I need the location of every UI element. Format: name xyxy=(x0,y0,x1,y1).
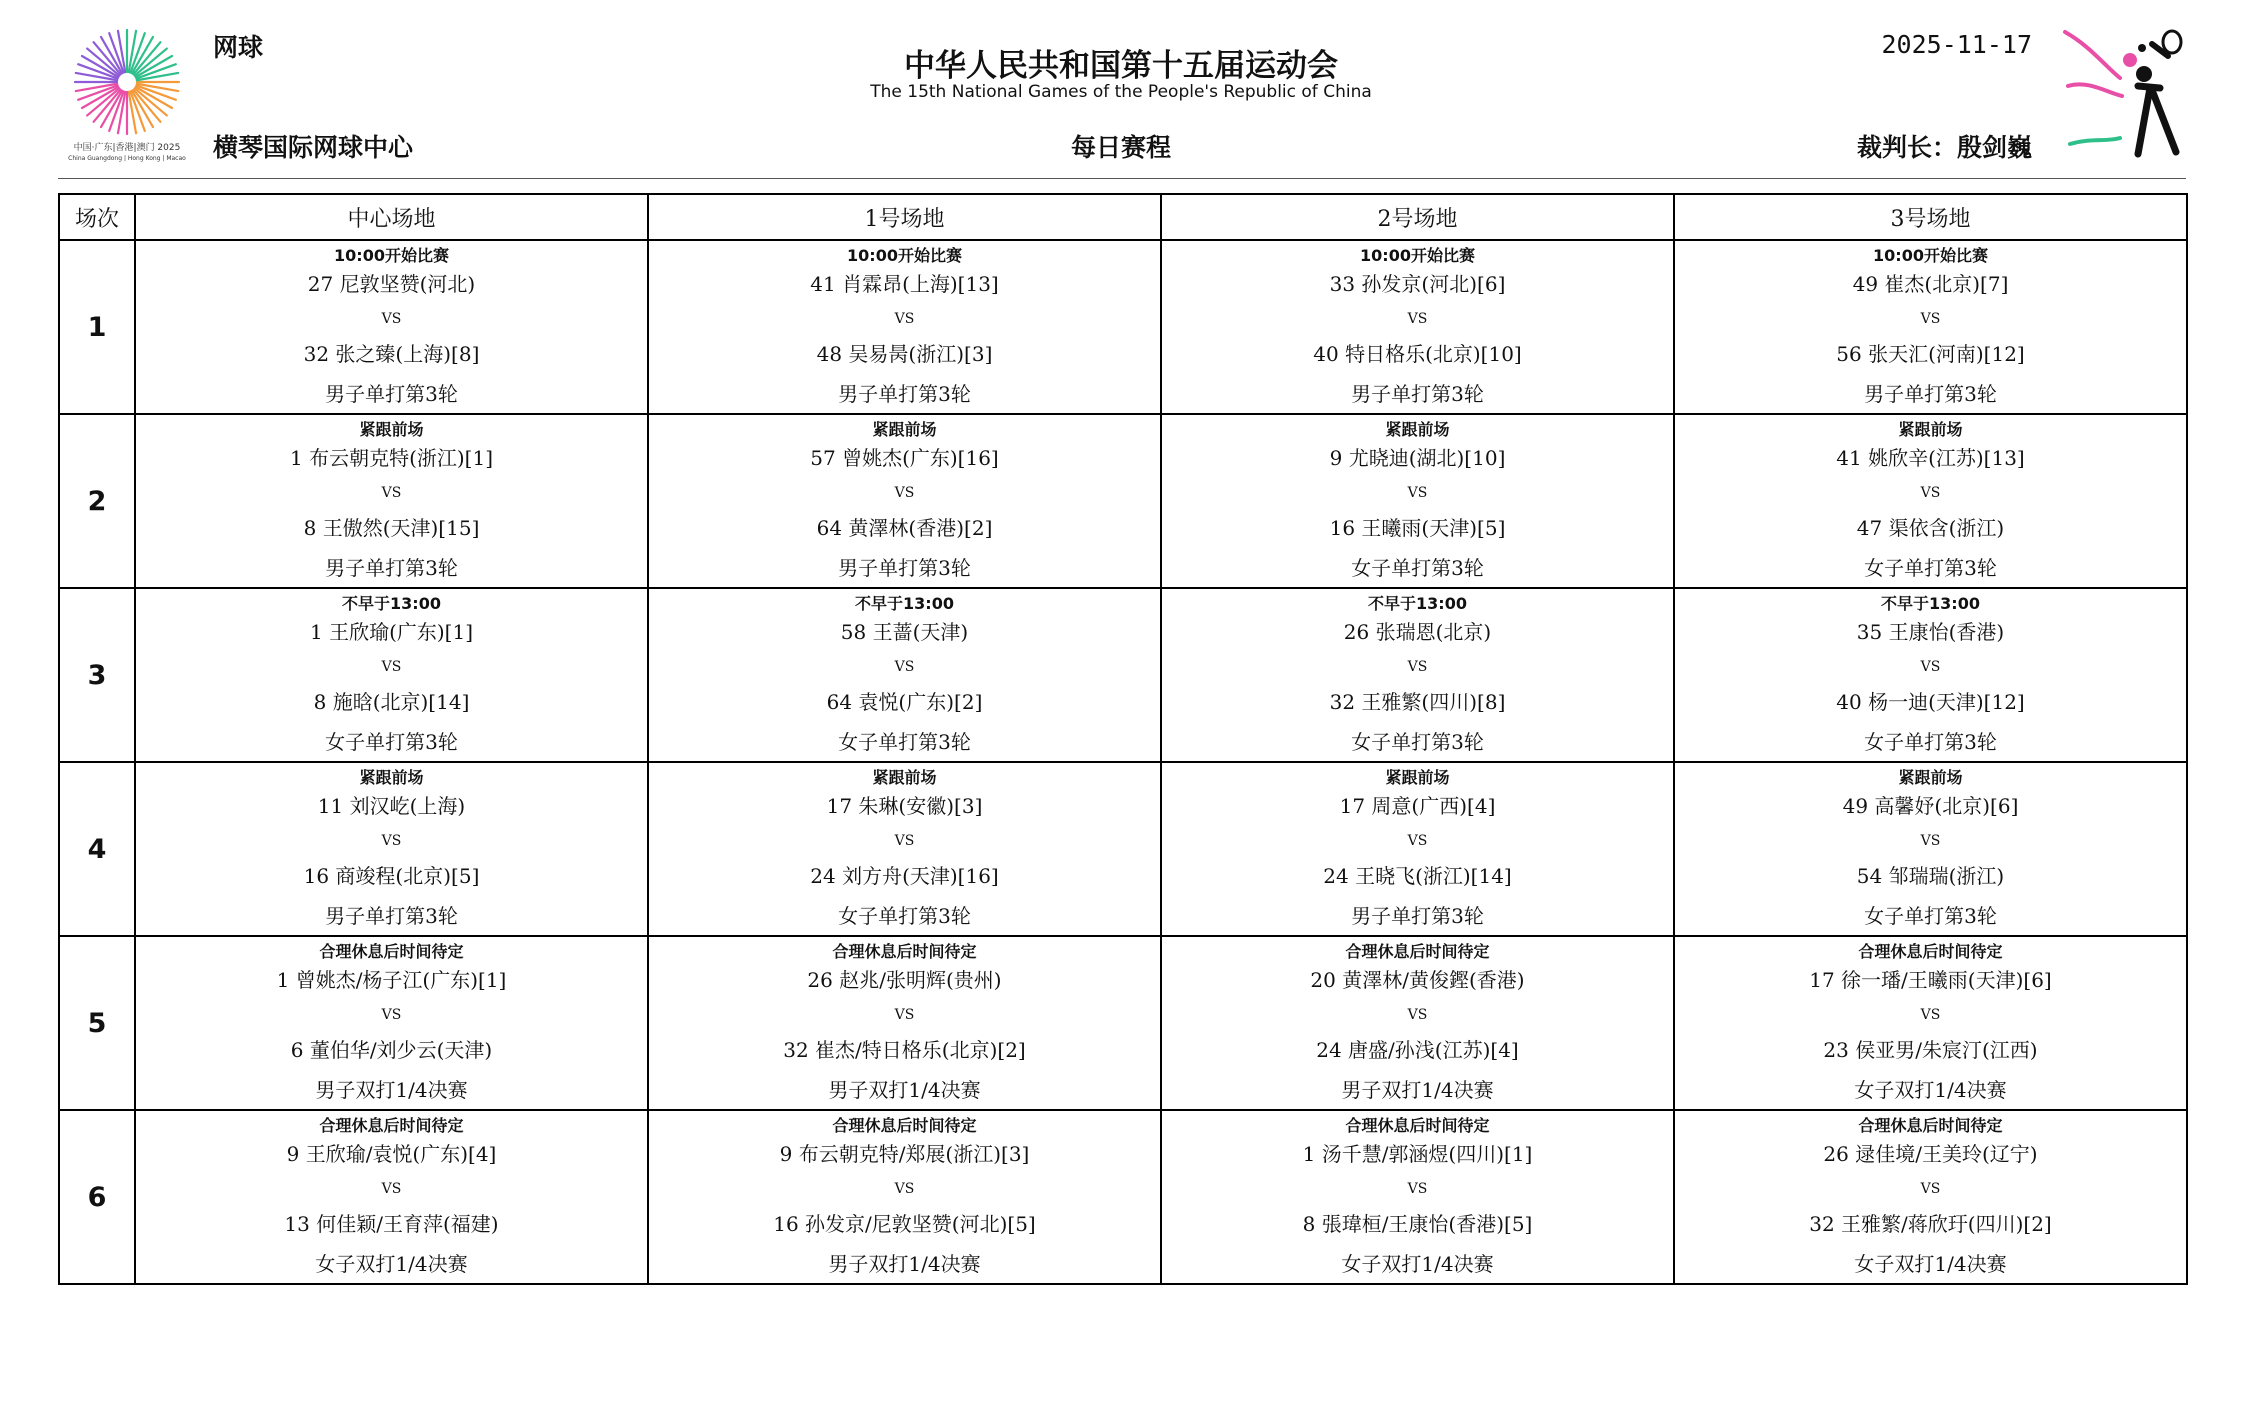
event-name: 女子单打第3轮 xyxy=(838,904,971,928)
player-two: 24 唐盛/孙浅(江苏)[4] xyxy=(1316,1038,1519,1062)
court-header-2: 2号场地 xyxy=(1161,194,1674,240)
event-name: 女子单打第3轮 xyxy=(1864,556,1997,580)
match-time: 10:00开始比赛 xyxy=(847,246,962,265)
versus-label: VS xyxy=(381,659,402,675)
schedule-title: 每日赛程 xyxy=(1070,133,1171,162)
match-time: 紧跟前场 xyxy=(872,768,937,787)
event-name: 男子单打第3轮 xyxy=(838,556,971,580)
event-name: 女子单打第3轮 xyxy=(1864,730,1997,754)
match-time: 紧跟前场 xyxy=(359,768,424,787)
versus-label: VS xyxy=(1407,311,1428,327)
match-cell xyxy=(135,414,648,588)
versus-label: VS xyxy=(1407,659,1428,675)
player-one: 58 王蔷(天津) xyxy=(840,620,969,644)
versus-label: VS xyxy=(381,311,402,327)
versus-label: VS xyxy=(381,1007,402,1023)
versus-label: VS xyxy=(894,311,915,327)
player-one: 57 曾姚杰(广东)[16] xyxy=(810,446,999,470)
versus-label: VS xyxy=(1920,833,1941,849)
event-name: 男子双打1/4决赛 xyxy=(1341,1078,1494,1102)
match-time: 紧跟前场 xyxy=(1385,768,1450,787)
player-one: 9 王欣瑜/袁悦(广东)[4] xyxy=(286,1142,497,1166)
versus-label: VS xyxy=(1407,1007,1428,1023)
player-one: 41 姚欣辛(江苏)[13] xyxy=(1836,446,2025,470)
match-cell xyxy=(1161,762,1674,936)
versus-label: VS xyxy=(1407,833,1428,849)
court-header-3: 3号场地 xyxy=(1674,194,2187,240)
player-two: 54 邹瑞瑞(浙江) xyxy=(1856,864,2005,888)
table-row xyxy=(59,762,2187,936)
match-cell xyxy=(648,240,1161,414)
round-number: 3 xyxy=(59,588,135,762)
player-two: 24 刘方舟(天津)[16] xyxy=(810,864,999,888)
versus-label: VS xyxy=(894,833,915,849)
match-cell xyxy=(1674,588,2187,762)
match-cell xyxy=(1161,588,1674,762)
event-name: 男子单打第3轮 xyxy=(1351,904,1484,928)
venue-name: 横琴国际网球中心 xyxy=(213,133,414,162)
schedule-date: 2025-11-17 xyxy=(1881,30,2032,59)
player-one: 9 布云朝克特/郑展(浙江)[3] xyxy=(779,1142,1030,1166)
player-two: 16 王曦雨(天津)[5] xyxy=(1329,516,1506,540)
event-name: 男子单打第3轮 xyxy=(325,382,458,406)
player-two: 48 吴易昺(浙江)[3] xyxy=(816,342,993,366)
match-time: 紧跟前场 xyxy=(1385,420,1450,439)
player-two: 56 张天汇(河南)[12] xyxy=(1836,342,2025,366)
player-two: 13 何佳颖/王育萍(福建) xyxy=(284,1212,499,1236)
match-time: 不早于13:00 xyxy=(1368,594,1467,613)
player-two: 32 王雅繁(四川)[8] xyxy=(1329,690,1506,714)
player-two: 8 王傲然(天津)[15] xyxy=(303,516,480,540)
player-one: 20 黄澤林/黄俊鏗(香港) xyxy=(1310,968,1525,992)
versus-label: VS xyxy=(894,1181,915,1197)
match-time: 紧跟前场 xyxy=(872,420,937,439)
player-one: 1 布云朝克特(浙江)[1] xyxy=(289,446,494,470)
match-time: 合理休息后时间待定 xyxy=(832,942,977,961)
match-cell xyxy=(135,762,648,936)
player-two: 24 王晓飞(浙江)[14] xyxy=(1323,864,1512,888)
versus-label: VS xyxy=(381,1181,402,1197)
versus-label: VS xyxy=(1920,1181,1941,1197)
match-cell xyxy=(135,936,648,1110)
player-two: 6 董伯华/刘少云(天津) xyxy=(290,1038,493,1062)
player-two: 32 王雅繁/蒋欣玗(四川)[2] xyxy=(1809,1212,2052,1236)
event-name: 男子单打第3轮 xyxy=(1351,382,1484,406)
player-two: 32 崔杰/特日格乐(北京)[2] xyxy=(783,1038,1026,1062)
table-row xyxy=(59,240,2187,414)
tennis-player-icon xyxy=(2060,26,2190,162)
versus-label: VS xyxy=(1407,1181,1428,1197)
player-one: 17 朱琳(安徽)[3] xyxy=(826,794,983,818)
event-name: 男子双打1/4决赛 xyxy=(828,1078,981,1102)
player-two: 64 袁悦(广东)[2] xyxy=(826,690,983,714)
match-time: 不早于13:00 xyxy=(342,594,441,613)
court-header-1: 1号场地 xyxy=(648,194,1161,240)
event-name: 女子双打1/4决赛 xyxy=(1854,1078,2007,1102)
player-one: 9 尤晓迪(湖北)[10] xyxy=(1329,446,1506,470)
match-time: 10:00开始比赛 xyxy=(334,246,449,265)
player-two: 32 张之臻(上海)[8] xyxy=(303,342,480,366)
player-two: 40 杨一迪(天津)[12] xyxy=(1836,690,2025,714)
event-name: 男子单打第3轮 xyxy=(325,556,458,580)
logo-caption-cn: 中国·广东|香港|澳门 2025 xyxy=(73,143,181,153)
player-two: 8 張瑋桓/王康怡(香港)[5] xyxy=(1302,1212,1533,1236)
match-cell xyxy=(1674,414,2187,588)
versus-label: VS xyxy=(1920,659,1941,675)
versus-label: VS xyxy=(894,659,915,675)
match-cell xyxy=(1161,1110,1674,1284)
match-time: 紧跟前场 xyxy=(1898,768,1963,787)
match-time: 合理休息后时间待定 xyxy=(319,942,464,961)
table-row xyxy=(59,936,2187,1110)
match-cell xyxy=(1674,762,2187,936)
match-cell xyxy=(648,762,1161,936)
versus-label: VS xyxy=(381,485,402,501)
event-name: 男子单打第3轮 xyxy=(1864,382,1997,406)
match-time: 合理休息后时间待定 xyxy=(832,1116,977,1135)
event-name: 男子双打1/4决赛 xyxy=(315,1078,468,1102)
player-one: 35 王康怡(香港) xyxy=(1856,620,2005,644)
player-one: 1 王欣瑜(广东)[1] xyxy=(309,620,474,644)
match-cell xyxy=(1674,240,2187,414)
match-cell xyxy=(1161,414,1674,588)
event-title-en: The 15th National Games of the People's Republic of China xyxy=(870,82,1372,102)
player-two: 23 侯亚男/朱宸汀(江西) xyxy=(1823,1038,2038,1062)
versus-label: VS xyxy=(1920,311,1941,327)
player-one: 17 周意(广西)[4] xyxy=(1339,794,1496,818)
player-one: 49 崔杰(北京)[7] xyxy=(1852,272,2009,296)
player-one: 11 刘汉屹(上海) xyxy=(317,794,466,818)
player-two: 16 商竣程(北京)[5] xyxy=(303,864,480,888)
table-row xyxy=(59,1110,2187,1284)
event-name: 女子单打第3轮 xyxy=(1864,904,1997,928)
match-time: 不早于13:00 xyxy=(1881,594,1980,613)
event-title-cn: 中华人民共和国第十五届运动会 xyxy=(904,48,1338,84)
player-two: 64 黄澤林(香港)[2] xyxy=(816,516,993,540)
table-header-row xyxy=(59,194,2187,240)
versus-label: VS xyxy=(1407,485,1428,501)
player-one: 49 高馨妤(北京)[6] xyxy=(1842,794,2019,818)
match-cell xyxy=(1161,240,1674,414)
logo-caption-en: China Guangdong | Hong Kong | Macao xyxy=(68,155,186,162)
round-number: 6 xyxy=(59,1110,135,1284)
table-row xyxy=(59,414,2187,588)
match-cell xyxy=(135,588,648,762)
match-time: 10:00开始比赛 xyxy=(1360,246,1475,265)
sport-name: 网球 xyxy=(213,33,264,62)
player-one: 26 逯佳境/王美玲(辽宁) xyxy=(1823,1142,2038,1166)
player-two: 8 施晗(北京)[14] xyxy=(313,690,470,714)
court-header-center: 中心场地 xyxy=(135,194,648,240)
table-row xyxy=(59,588,2187,762)
event-name: 男子双打1/4决赛 xyxy=(828,1252,981,1276)
event-name: 女子单打第3轮 xyxy=(1351,730,1484,754)
player-one: 1 曾姚杰/杨子江(广东)[1] xyxy=(276,968,507,992)
player-two: 40 特日格乐(北京)[10] xyxy=(1313,342,1522,366)
player-one: 41 肖霖昂(上海)[13] xyxy=(810,272,999,296)
player-two: 47 渠依含(浙江) xyxy=(1856,516,2005,540)
round-number: 4 xyxy=(59,762,135,936)
match-cell xyxy=(648,414,1161,588)
match-cell xyxy=(1674,1110,2187,1284)
match-time: 紧跟前场 xyxy=(1898,420,1963,439)
versus-label: VS xyxy=(894,1007,915,1023)
match-cell xyxy=(648,1110,1161,1284)
player-two: 16 孙发京/尼敦坚赞(河北)[5] xyxy=(773,1212,1036,1236)
match-time: 不早于13:00 xyxy=(855,594,954,613)
event-name: 女子双打1/4决赛 xyxy=(315,1252,468,1276)
round-header: 场次 xyxy=(59,194,135,240)
match-cell xyxy=(135,1110,648,1284)
player-one: 33 孙发京(河北)[6] xyxy=(1329,272,1506,296)
event-name: 女子单打第3轮 xyxy=(1351,556,1484,580)
event-name: 男子单打第3轮 xyxy=(838,382,971,406)
match-time: 合理休息后时间待定 xyxy=(319,1116,464,1135)
match-time: 合理休息后时间待定 xyxy=(1345,1116,1490,1135)
player-one: 26 赵兆/张明辉(贵州) xyxy=(807,968,1002,992)
event-name: 女子双打1/4决赛 xyxy=(1854,1252,2007,1276)
match-cell xyxy=(648,588,1161,762)
player-one: 26 张瑞恩(北京) xyxy=(1343,620,1492,644)
versus-label: VS xyxy=(1920,485,1941,501)
schedule-table xyxy=(58,193,2188,1285)
event-name: 男子单打第3轮 xyxy=(325,904,458,928)
event-name: 女子单打第3轮 xyxy=(325,730,458,754)
event-name: 女子双打1/4决赛 xyxy=(1341,1252,1494,1276)
player-one: 27 尼敦坚赞(河北) xyxy=(307,272,476,296)
match-time: 紧跟前场 xyxy=(359,420,424,439)
match-time: 10:00开始比赛 xyxy=(1873,246,1988,265)
round-number: 2 xyxy=(59,414,135,588)
event-name: 女子单打第3轮 xyxy=(838,730,971,754)
versus-label: VS xyxy=(894,485,915,501)
match-cell xyxy=(1674,936,2187,1110)
referee-name: 裁判长：殷剑巍 xyxy=(1856,133,2032,162)
header-divider xyxy=(58,178,2186,179)
match-time: 合理休息后时间待定 xyxy=(1345,942,1490,961)
player-one: 1 汤千慧/郭涵煜(四川)[1] xyxy=(1302,1142,1533,1166)
match-time: 合理休息后时间待定 xyxy=(1858,942,2003,961)
versus-label: VS xyxy=(381,833,402,849)
match-time: 合理休息后时间待定 xyxy=(1858,1116,2003,1135)
match-cell xyxy=(135,240,648,414)
player-one: 17 徐一璠/王曦雨(天津)[6] xyxy=(1809,968,2052,992)
versus-label: VS xyxy=(1920,1007,1941,1023)
round-number: 1 xyxy=(59,240,135,414)
match-cell xyxy=(1161,936,1674,1110)
match-cell xyxy=(648,936,1161,1110)
round-number: 5 xyxy=(59,936,135,1110)
